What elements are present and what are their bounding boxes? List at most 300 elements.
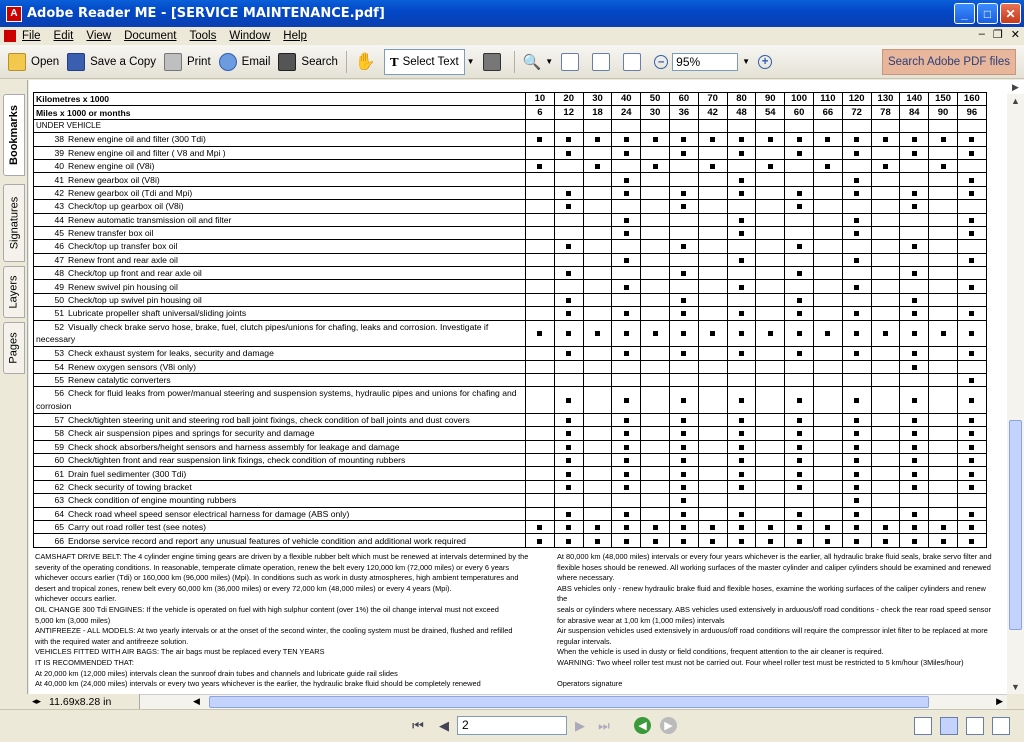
service-mark-icon [912, 244, 917, 249]
service-mark-icon [969, 311, 974, 316]
document-icon[interactable] [4, 30, 16, 42]
table-row [34, 387, 987, 414]
snapshot-tool-button[interactable] [483, 49, 506, 75]
service-mark-icon [854, 431, 859, 436]
service-mark-cell [612, 480, 641, 493]
open-button[interactable]: Open [8, 49, 59, 75]
service-mark-cell [842, 427, 871, 440]
service-mark-cell [669, 347, 698, 360]
continuous-view-button[interactable] [940, 717, 958, 735]
service-mark-cell [526, 520, 555, 533]
service-mark-icon [825, 331, 830, 336]
note-line: where necessary. [557, 573, 615, 583]
empty-cell [612, 240, 641, 253]
service-mark-cell [727, 467, 756, 480]
service-mark-cell [785, 133, 814, 146]
service-mark-icon [797, 512, 802, 517]
service-mark-icon [912, 398, 917, 403]
table-row [34, 293, 987, 306]
fit-width-icon [623, 53, 641, 71]
km-interval: 140 [900, 93, 929, 106]
menu-file[interactable]: File [22, 29, 41, 42]
empty-cell [871, 387, 900, 414]
empty-cell [813, 440, 842, 453]
empty-cell [641, 427, 670, 440]
empty-cell [698, 213, 727, 226]
service-mark-icon [912, 365, 917, 370]
miles-interval: 78 [871, 106, 900, 119]
empty-cell [583, 280, 612, 293]
next-page-button[interactable]: ▶ [575, 718, 585, 733]
service-mark-icon [854, 231, 859, 236]
empty-cell [785, 119, 814, 132]
zoom-in-tool-button[interactable] [523, 49, 554, 75]
empty-cell [554, 173, 583, 186]
service-mark-icon [912, 204, 917, 209]
service-mark-icon [854, 485, 859, 490]
miles-interval: 48 [727, 106, 756, 119]
page-size-indicator: ◂▸ 11.69x8.28 in [0, 694, 140, 709]
service-mark-icon [768, 331, 773, 336]
select-text-button[interactable]: T Select Text [384, 49, 465, 75]
print-button[interactable]: Print [164, 49, 211, 75]
task-text: Renew gearbox oil (V8i) [68, 174, 160, 185]
empty-cell [756, 427, 785, 440]
service-mark-cell [669, 200, 698, 213]
menu-edit[interactable]: Edit [53, 29, 74, 42]
service-mark-icon [681, 472, 686, 477]
empty-cell [929, 267, 958, 280]
empty-cell [698, 387, 727, 414]
task-text: Renew automatic transmission oil and filter [68, 214, 232, 225]
empty-cell [756, 267, 785, 280]
service-mark-cell [669, 387, 698, 414]
binoculars-icon [278, 53, 296, 71]
service-mark-cell [871, 320, 900, 347]
empty-cell [813, 146, 842, 159]
service-mark-cell [785, 267, 814, 280]
note-line: WARNING: Two wheel roller test must not be carried out. Four wheel roller test must be restricted to 5 km/hour (3Miles/hour) [557, 657, 964, 667]
service-mark-cell [785, 507, 814, 520]
empty-cell [813, 494, 842, 507]
service-mark-icon [710, 331, 715, 336]
service-mark-cell [842, 146, 871, 159]
go-back-button[interactable]: ◀ [634, 717, 651, 734]
service-mark-icon [912, 525, 917, 530]
facing-view-button[interactable] [966, 717, 984, 735]
fit-width-button[interactable] [623, 49, 646, 75]
service-mark-icon [969, 331, 974, 336]
table-row [34, 453, 987, 466]
service-mark-cell [842, 480, 871, 493]
note-line: Air suspension vehicles used extensively in arduous/off road conditions will require the compressor inlet filter to be replaced at more [557, 626, 988, 636]
empty-cell [871, 186, 900, 199]
service-mark-icon [825, 137, 830, 142]
service-mark-cell [641, 320, 670, 347]
service-mark-cell [957, 133, 986, 146]
empty-cell [583, 240, 612, 253]
empty-cell [641, 186, 670, 199]
service-mark-cell [554, 453, 583, 466]
service-mark-cell [929, 133, 958, 146]
empty-cell [929, 186, 958, 199]
empty-cell [957, 267, 986, 280]
scroll-up-arrow-icon[interactable]: ▲ [1011, 96, 1020, 106]
km-interval: 90 [756, 93, 785, 106]
tab-layers[interactable]: Layers [3, 266, 25, 318]
doc-close-button[interactable]: ✕ [1010, 29, 1020, 41]
empty-cell [698, 200, 727, 213]
empty-cell [785, 360, 814, 373]
empty-cell [871, 413, 900, 426]
empty-cell [583, 267, 612, 280]
task-text: Lubricate propeller shaft universal/sliding joints [68, 308, 247, 319]
miles-label: Miles x 1000 or months [34, 106, 526, 119]
empty-cell [900, 213, 929, 226]
note-line: 5,000 km (3,000 miles) [35, 615, 111, 625]
menu-document[interactable]: Document [124, 29, 177, 42]
empty-cell [756, 440, 785, 453]
service-mark-icon [566, 311, 571, 316]
service-mark-icon [825, 525, 830, 530]
task-description [34, 507, 526, 520]
miles-interval: 96 [957, 106, 986, 119]
empty-cell [842, 267, 871, 280]
service-mark-icon [912, 472, 917, 477]
task-description [34, 226, 526, 239]
empty-cell [698, 440, 727, 453]
task-text: Check road wheel speed sensor electrical harness for damage (ABS only) [68, 508, 350, 519]
table-row [34, 133, 987, 146]
empty-cell [871, 280, 900, 293]
task-number: 44 [54, 214, 64, 225]
empty-cell [871, 494, 900, 507]
service-mark-icon [854, 458, 859, 463]
table-row [34, 440, 987, 453]
task-number: 59 [54, 441, 64, 452]
service-mark-cell [842, 467, 871, 480]
zoom-input[interactable]: 95% [672, 53, 738, 71]
service-mark-cell [526, 159, 555, 172]
task-number: 56 [54, 388, 64, 399]
empty-cell [756, 240, 785, 253]
empty-cell [526, 467, 555, 480]
service-mark-icon [854, 351, 859, 356]
first-page-button[interactable]: ⏮ [412, 718, 424, 733]
empty-cell [929, 440, 958, 453]
empty-cell [698, 453, 727, 466]
service-mark-cell [900, 186, 929, 199]
task-number: 42 [54, 187, 64, 198]
empty-cell [727, 293, 756, 306]
service-mark-icon [969, 431, 974, 436]
horizontal-scroll-thumb[interactable] [209, 696, 929, 708]
table-row [34, 200, 987, 213]
empty-cell [785, 173, 814, 186]
empty-cell [900, 253, 929, 266]
empty-cell [698, 146, 727, 159]
close-button[interactable]: ✕ [1000, 3, 1021, 24]
empty-cell [813, 280, 842, 293]
scroll-right-arrow-icon[interactable]: ▶ [1007, 80, 1024, 94]
last-page-button[interactable]: ⏭ [598, 718, 610, 733]
service-mark-cell [842, 413, 871, 426]
task-description [34, 387, 526, 414]
service-mark-cell [727, 347, 756, 360]
empty-cell [583, 467, 612, 480]
km-interval: 60 [669, 93, 698, 106]
document-view[interactable] [29, 80, 1007, 694]
doc-restore-button[interactable]: ❐ [992, 29, 1003, 41]
save-copy-button[interactable]: Save a Copy [67, 49, 156, 75]
service-mark-icon [797, 472, 802, 477]
service-mark-cell [612, 253, 641, 266]
empty-cell [669, 213, 698, 226]
service-mark-cell [727, 253, 756, 266]
empty-cell [698, 494, 727, 507]
empty-cell [698, 119, 727, 132]
service-mark-icon [912, 539, 917, 544]
note-line: Operators signature [557, 678, 623, 688]
service-mark-cell [785, 480, 814, 493]
note-line: CAMSHAFT DRIVE BELT: The 4 cylinder engine timing gears are driven by a flexible rubber belt which must be renewed at intervals determined by the [35, 552, 529, 561]
service-mark-cell [785, 186, 814, 199]
task-description [34, 293, 526, 306]
single-page-view-button[interactable] [914, 717, 932, 735]
service-mark-cell [727, 507, 756, 520]
empty-cell [756, 494, 785, 507]
service-mark-cell [785, 467, 814, 480]
note-line: IT IS RECOMMENDED THAT: [35, 657, 134, 667]
service-mark-cell [698, 534, 727, 547]
empty-cell [756, 480, 785, 493]
zoom-out-button[interactable] [654, 49, 668, 75]
table-row [34, 240, 987, 253]
service-mark-icon [969, 191, 974, 196]
task-description [34, 200, 526, 213]
service-mark-cell [785, 293, 814, 306]
service-mark-cell [641, 133, 670, 146]
empty-cell [669, 373, 698, 386]
service-mark-cell [669, 293, 698, 306]
email-button[interactable]: Email [219, 49, 271, 75]
scroll-down-arrow-icon[interactable]: ▼ [1011, 682, 1020, 692]
table-row [34, 347, 987, 360]
empty-cell [957, 240, 986, 253]
service-mark-cell [900, 293, 929, 306]
tab-pages[interactable]: Pages [3, 322, 25, 374]
fit-page-button[interactable] [592, 49, 615, 75]
vertical-scroll-thumb[interactable] [1009, 420, 1022, 630]
service-mark-icon [681, 539, 686, 544]
maximize-button[interactable]: □ [977, 3, 998, 24]
empty-cell [900, 119, 929, 132]
task-description [34, 146, 526, 159]
table-row [34, 360, 987, 373]
service-mark-cell [957, 534, 986, 547]
service-mark-icon [739, 351, 744, 356]
service-mark-icon [854, 512, 859, 517]
scroll-left-arrow-icon[interactable]: ◀ [193, 696, 200, 706]
service-mark-icon [595, 164, 600, 169]
service-mark-cell [842, 213, 871, 226]
service-mark-cell [900, 133, 929, 146]
empty-cell [641, 373, 670, 386]
service-mark-cell [641, 520, 670, 533]
go-forward-button[interactable]: ▶ [660, 717, 677, 734]
service-mark-cell [785, 453, 814, 466]
service-mark-icon [566, 398, 571, 403]
tab-signatures[interactable]: Signatures [3, 184, 25, 262]
task-description [34, 347, 526, 360]
task-text: Check/top up front and rear axle oil [68, 268, 202, 279]
minimize-button[interactable]: _ [954, 3, 975, 24]
empty-cell [669, 119, 698, 132]
service-mark-cell [612, 133, 641, 146]
task-description [34, 186, 526, 199]
service-mark-icon [739, 458, 744, 463]
menu-help[interactable]: Help [283, 29, 307, 42]
service-mark-icon [941, 331, 946, 336]
empty-cell [813, 119, 842, 132]
actual-size-button[interactable] [561, 49, 584, 75]
empty-cell [526, 440, 555, 453]
service-mark-icon [883, 137, 888, 142]
vertical-scrollbar[interactable] [1007, 80, 1024, 694]
service-mark-cell [669, 494, 698, 507]
task-text: Visually check brake servo hose, brake, fuel, clutch pipes/unions for chafing, leaks and corrosion. Investigate if necessary [36, 321, 489, 345]
task-number: 53 [54, 348, 64, 359]
service-mark-icon [537, 525, 542, 530]
note-line: flexible hoses should be renewed. All working surfaces of the master cylinder and caliper cylinders should be examined and renewed [557, 562, 991, 572]
magnifier-icon: 🔍 [522, 53, 542, 71]
scroll-right-arrow-icon[interactable]: ▶ [996, 696, 1003, 706]
service-mark-icon [854, 472, 859, 477]
service-mark-cell [669, 453, 698, 466]
search-adobe-button[interactable]: Search Adobe PDF files [882, 49, 1016, 75]
note-line: OIL CHANGE 300 Tdi ENGINES: If the vehicle is operated on fuel with high sulphur content (over 1%) the oil change interval must not exceed [35, 604, 499, 614]
table-row [34, 186, 987, 199]
previous-page-button[interactable]: ◀ [439, 718, 449, 733]
empty-cell [957, 494, 986, 507]
service-mark-icon [941, 539, 946, 544]
service-mark-icon [969, 137, 974, 142]
menu-view[interactable]: View [86, 29, 112, 42]
empty-cell [785, 253, 814, 266]
service-mark-cell [669, 307, 698, 320]
empty-cell [929, 427, 958, 440]
service-schedule-table [33, 92, 987, 548]
task-number: 54 [54, 361, 64, 372]
service-mark-cell [612, 387, 641, 414]
empty-cell [612, 360, 641, 373]
empty-cell [554, 360, 583, 373]
miles-interval: 18 [583, 106, 612, 119]
service-mark-cell [900, 413, 929, 426]
service-mark-icon [969, 485, 974, 490]
horizontal-scrollbar[interactable] [29, 694, 1007, 709]
menu-tools[interactable]: Tools [189, 29, 217, 42]
service-mark-cell [900, 320, 929, 347]
note-line: ANTIFREEZE - ALL MODELS: At two yearly intervals or at the onset of the second winter, the cooling system must be drained, flushed and refilled [35, 626, 513, 636]
service-mark-cell [612, 146, 641, 159]
service-mark-cell [727, 534, 756, 547]
empty-cell [526, 494, 555, 507]
service-mark-icon [624, 418, 629, 423]
service-mark-icon [566, 472, 571, 477]
service-mark-icon [739, 485, 744, 490]
service-mark-cell [785, 240, 814, 253]
tab-bookmarks[interactable]: Bookmarks [3, 94, 25, 176]
empty-cell [641, 480, 670, 493]
hand-tool-button[interactable] [355, 49, 376, 75]
service-mark-cell [813, 133, 842, 146]
empty-cell [669, 253, 698, 266]
service-mark-cell [612, 320, 641, 347]
service-mark-icon [969, 218, 974, 223]
km-interval: 130 [871, 93, 900, 106]
empty-cell [583, 253, 612, 266]
task-text: Check/tighten front and rear suspension link fixings, check condition of mounting rubbers [68, 455, 406, 466]
page-number-input[interactable]: 2 [457, 716, 567, 735]
zoom-dropdown[interactable] [742, 49, 750, 75]
service-mark-icon [854, 539, 859, 544]
empty-cell [526, 480, 555, 493]
service-mark-cell [813, 320, 842, 347]
empty-cell [785, 213, 814, 226]
empty-cell [900, 280, 929, 293]
service-mark-icon [681, 244, 686, 249]
empty-cell [727, 159, 756, 172]
empty-cell [669, 280, 698, 293]
empty-cell [957, 200, 986, 213]
service-mark-icon [797, 311, 802, 316]
service-mark-icon [566, 458, 571, 463]
miles-interval: 36 [669, 106, 698, 119]
empty-cell [871, 360, 900, 373]
service-mark-icon [710, 137, 715, 142]
service-mark-icon [797, 431, 802, 436]
empty-cell [900, 373, 929, 386]
menu-window[interactable]: Window [229, 29, 271, 42]
select-dropdown[interactable] [467, 49, 475, 75]
service-mark-cell [842, 347, 871, 360]
service-mark-cell [554, 146, 583, 159]
empty-cell [929, 173, 958, 186]
empty-cell [727, 119, 756, 132]
service-mark-cell [669, 133, 698, 146]
empty-cell [641, 387, 670, 414]
empty-cell [842, 373, 871, 386]
continuous-facing-view-button[interactable] [992, 717, 1010, 735]
empty-cell [813, 213, 842, 226]
service-mark-icon [681, 458, 686, 463]
fit-page-icon [592, 53, 610, 71]
empty-cell [698, 307, 727, 320]
empty-cell [612, 494, 641, 507]
service-mark-cell [957, 453, 986, 466]
empty-cell [756, 413, 785, 426]
service-mark-cell [871, 159, 900, 172]
search-button[interactable]: Search [278, 49, 337, 75]
empty-cell [641, 146, 670, 159]
service-mark-cell [727, 226, 756, 239]
doc-minimize-button[interactable]: – [978, 28, 985, 40]
service-mark-icon [624, 398, 629, 403]
zoom-in-button[interactable] [758, 49, 772, 75]
service-mark-cell [727, 186, 756, 199]
service-mark-icon [653, 525, 658, 530]
